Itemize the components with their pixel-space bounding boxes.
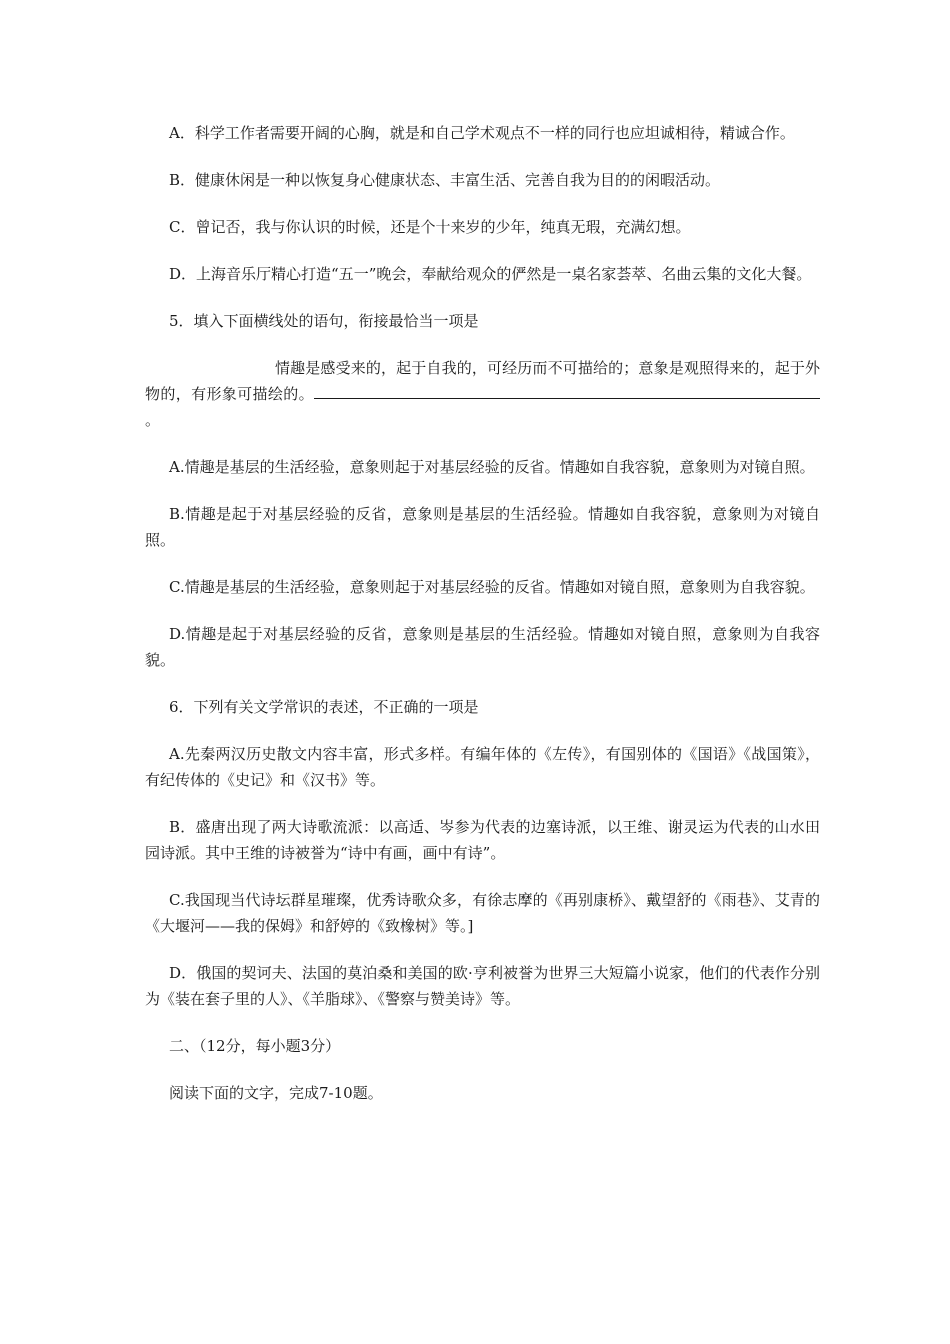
q5-passage-text — [145, 355, 820, 433]
section2-instruction: 阅读下面的文字，完成7-10题。 — [169, 1084, 383, 1102]
section2-heading: 二、（12分，每小题3分） — [169, 1037, 341, 1055]
q4-option-a: A．科学工作者需要开阔的心胸，就是和自己学术观点不一样的同行也应坦诚相待，精诚合作。 — [169, 124, 795, 142]
fill-blank-line-end — [764, 382, 820, 399]
q5-passage-end: 。 — [145, 411, 161, 429]
q6-option-c: C.我国现当代诗坛群星璀璨，优秀诗歌众多，有徐志摩的《再别康桥》、戴望舒的《雨巷》、艾青的《大堰河——我的保姆》和舒婷的《致橡树》等。] — [145, 891, 820, 935]
document-page — [145, 120, 820, 1127]
q6-option-a: A.先秦两汉历史散文内容丰富，形式多样。有编年体的《左传》，有国别体的《国语》《战国策》，有纪传体的《史记》和《汉书》等。 — [145, 745, 820, 789]
q5-passage-body: 情趣是感受来的，起于自我的，可经历而不可描给的；意象是观照得来的，起于外物的，有形象可描绘的。 — [145, 359, 820, 403]
q5-passage — [145, 355, 820, 433]
q5-option-d: D.情趣是起于对基层经验的反省，意象则是基层的生活经验。情趣如对镜自照，意象则为自我容貌。 — [145, 625, 820, 669]
q5-stem: 5．填入下面横线处的语句，衔接最恰当一项是 — [169, 312, 479, 330]
q6-stem: 6．下列有关文学常识的表述，不正确的一项是 — [169, 698, 479, 716]
q5-option-c: C.情趣是基层的生活经验，意象则起于对基层经验的反省。情趣如对镜自照，意象则为自我容貌。 — [169, 578, 815, 596]
q4-option-c: C．曾记否，我与你认识的时候，还是个十来岁的少年，纯真无瑕，充满幻想。 — [169, 218, 691, 236]
q4-option-b: B．健康休闲是一种以恢复身心健康状态、丰富生活、完善自我为目的的闲暇活动。 — [169, 171, 721, 189]
q6-option-d: D．俄国的契诃夫、法国的莫泊桑和美国的欧·亨利被誉为世界三大短篇小说家，他们的代表作分别为《装在套子里的人》、《羊脂球》、《警察与赞美诗》等。 — [145, 964, 820, 1008]
q4-option-d: D．上海音乐厅精心打造“五一”晚会，奉献给观众的俨然是一桌名家荟萃、名曲云集的文化大餐。 — [169, 265, 812, 283]
q5-option-b: B.情趣是起于对基层经验的反省，意象则是基层的生活经验。情趣如自我容貌，意象则为对镜自照。 — [145, 505, 820, 549]
q6-option-b: B．盛唐出现了两大诗歌流派：以高适、岑参为代表的边塞诗派，以王维、谢灵运为代表的山水田园诗派。其中王维的诗被誉为“诗中有画，画中有诗”。 — [145, 818, 820, 862]
fill-blank-line — [314, 382, 764, 399]
q5-option-a: A.情趣是基层的生活经验，意象则起于对基层经验的反省。情趣如自我容貌，意象则为对镜自照。 — [169, 458, 815, 476]
